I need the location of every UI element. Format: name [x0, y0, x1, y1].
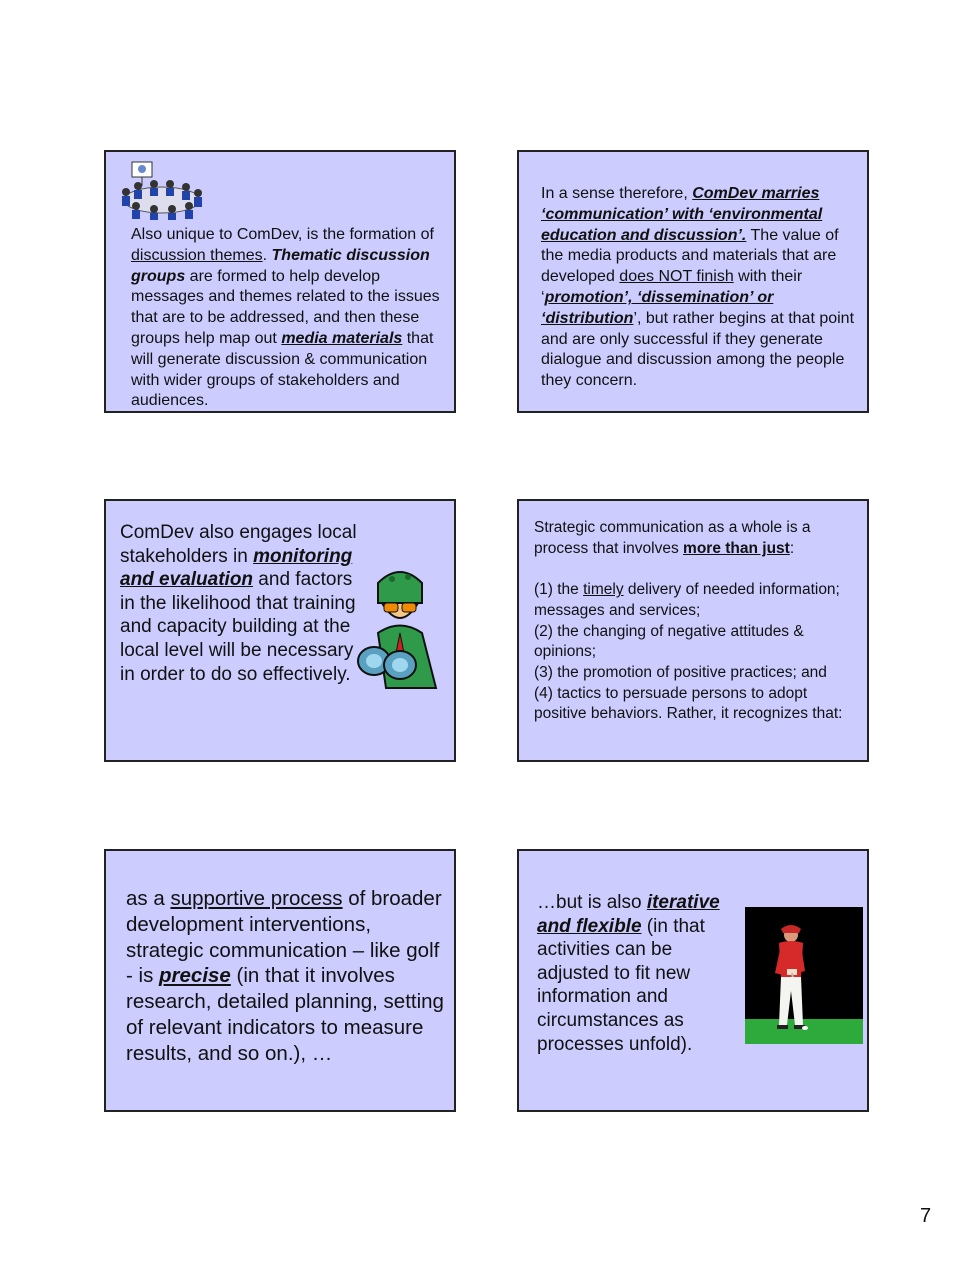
slide-4-item-4: (4) tactics to persuade persons to adopt positive behaviors. Rather, it recognizes that:	[534, 684, 843, 723]
slide-4-text	[534, 518, 859, 725]
slide-3-text: ComDev also engages local stakeholders in monitoring and evaluation and factors in the likelihood that training and capacity building at the local level will be necessary in order to do so effectively.	[120, 522, 357, 685]
slide-5	[104, 849, 456, 1112]
page-number: 7	[920, 1205, 932, 1227]
meeting-group-image	[114, 160, 206, 220]
slide-2	[517, 150, 869, 413]
slide-6	[517, 849, 869, 1112]
slide-1-text: Also unique to ComDev, is the formation of discussion themes. Thematic discussion groups are formed to help develop messages and themes related to the issues that are to be addressed, and then these groups help map out media materials that will generate discussion & communication with wider groups of stakeholders and audiences.	[131, 226, 440, 410]
slide-1	[104, 150, 456, 413]
slide-4-item-2: (2) the changing of negative attitudes & opinions;	[534, 622, 804, 661]
slide-4-item-1: (1) the timely delivery of needed information; messages and services;	[534, 581, 840, 619]
slide-2-text: In a sense therefore, ComDev marries ‘communication’ with ‘environmental education and discussion’. The value of the media products and materials that are developed does NOT finish with their ‘promotion’, ‘dissemination’ or ‘distribution’, but rather begins at that point and are only successful if they generate dialogue and discussion among the people they concern.	[541, 185, 855, 390]
golfer-image	[745, 907, 863, 1044]
slide-4-intro: Strategic communication as a whole is a process that involves more than just:	[534, 519, 811, 557]
slide-4-item-3: (3) the promotion of positive practices; and	[534, 663, 827, 681]
slide-3	[104, 499, 456, 762]
slide-5-text: as a supportive process of broader development interventions, strategic communication – like golf - is precise (in that it involves research, detailed planning, setting of relevant indicators to measure results, and so on.), …	[126, 887, 444, 1065]
slide-6-text: …but is also iterative and flexible (in that activities can be adjusted to fit new information and circumstances as processes unfold).	[537, 892, 720, 1055]
slide-4	[517, 499, 869, 762]
binoculars-person-image	[356, 563, 444, 693]
